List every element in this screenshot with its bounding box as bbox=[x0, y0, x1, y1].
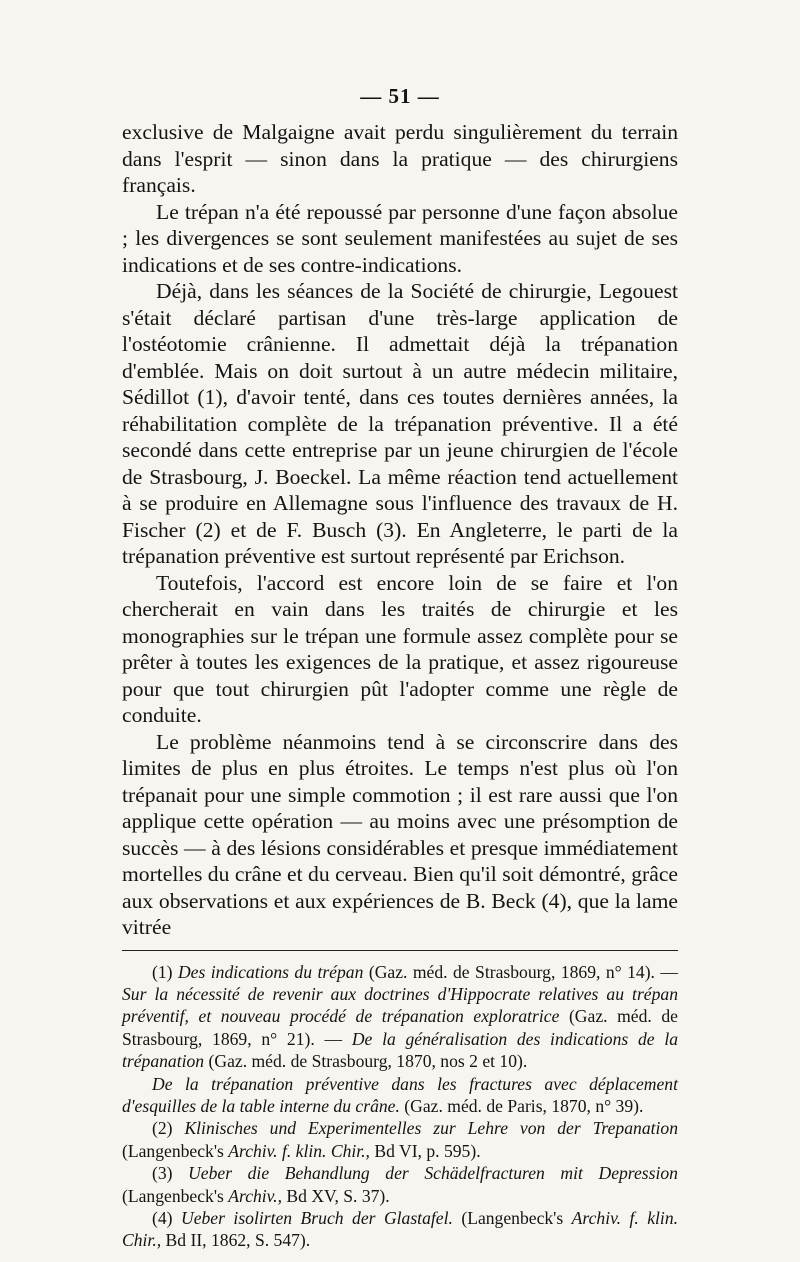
footnote-3-mark: (3) bbox=[152, 1163, 173, 1184]
footnote-1-source-d: (Gaz. méd. de Paris, 1870, n° 39). bbox=[404, 1095, 644, 1116]
footnote-1-source-b: (Gaz. méd. de Strasbourg, 1869, n° 21). — bbox=[122, 1006, 678, 1049]
footnote-1-continued bbox=[122, 1073, 678, 1118]
footnote-1-title-b: Sur la nécessité de revenir aux doctrines d'Hippocrate relatives au trépan préventif, et nouveau procédé de trépanation exploratrice bbox=[122, 983, 678, 1027]
paragraph-continued: exclusive de Malgaigne avait perdu singulièrement du terrain dans l'esprit — sinon dans la pratique — des chirurgiens français. bbox=[122, 120, 678, 197]
footnote-2-source-b: Bd VI, p. 595). bbox=[374, 1140, 481, 1161]
paragraph-no-agreement: Toutefois, l'accord est encore loin de se faire et l'on chercherait en vain dans les traités de chirurgie et les monographies sur le trépan une formule assez complète pour se prêter à toutes les exigences de la pratique, et assez rigoureuse pour que tout chirurgien pût l'adopter comme une règle de conduite. bbox=[122, 570, 678, 727]
footnote-3-journal: Archiv., bbox=[228, 1185, 282, 1206]
footnote-2-source-a: (Langenbeck's bbox=[122, 1140, 224, 1161]
page-number: — 51 — bbox=[360, 84, 440, 108]
body-text bbox=[122, 119, 678, 941]
footnote-4-source-a: (Langenbeck's bbox=[461, 1207, 564, 1228]
footnote-1-title-a: Des indications du trépan bbox=[177, 961, 364, 982]
footnote-1-source-c: (Gaz. méd. de Strasbourg, 1870, nos 2 et 10). bbox=[208, 1051, 528, 1072]
footnote-1-mark: (1) bbox=[152, 961, 173, 982]
footnote-1-dash: — bbox=[660, 961, 679, 982]
footnote-2 bbox=[122, 1117, 678, 1162]
footnote-1 bbox=[122, 961, 678, 1073]
footnote-2-mark: (2) bbox=[152, 1118, 173, 1139]
footnotes bbox=[122, 961, 678, 1252]
paragraph-problem-circumscribed: Le problème néanmoins tend à se circonscrire dans des limites de plus en plus étroites. Le temps n'est plus où l'on trépanait pour une simple commotion ; il est rare aussi que l'on applique cette opération — au moins avec une présomption de succès — à des lésions considérables et presque immédiatement mortelles du crâne et du cerveau. Bien qu'il soit démontré, grâce aux observations et aux expériences de B. Beck (4), que la lame vitrée bbox=[122, 729, 678, 939]
footnote-2-journal: Archiv. f. klin. Chir., bbox=[228, 1140, 370, 1161]
footnote-2-title: Klinisches und Experimentelles zur Lehre von der Trepanation bbox=[184, 1118, 678, 1139]
footnote-1-title-d: De la trépanation préventive dans les fractures avec déplacement d'esquilles de la table interne du crâne. bbox=[122, 1073, 678, 1116]
paragraph-preventive-trepanation: Déjà, dans les séances de la Société de chirurgie, Legouest s'était déclaré partisan d'une très-large application de l'ostéotomie crânienne. Il admettait déjà la trépanation d'emblée. Mais on doit surtout à un autre médecin militaire, Sédillot (1), d'avoir tenté, dans ces toutes dernières années, la réhabilitation complète de la trépanation préventive. Il a été secondé dans cette entreprise par un jeune chirurgien de l'école de Strasbourg, J. Boeckel. La même réaction tend actuellement à se produire en Allemagne sous l'influence des travaux de H. Fischer (2) et de F. Busch (3). En Angleterre, le parti de la trépanation préventive est surtout représenté par Erichson. bbox=[122, 279, 678, 568]
footnote-3-source-a: (Langenbeck's bbox=[122, 1185, 224, 1206]
footnote-4-mark: (4) bbox=[152, 1207, 173, 1228]
footnote-4 bbox=[122, 1207, 678, 1252]
footnote-3-title: Ueber die Behandlung der Schädelfracturen mit Depression bbox=[188, 1163, 678, 1184]
footnote-4-source-b: Bd II, 1862, S. 547). bbox=[165, 1230, 311, 1251]
footnote-1-title-c: De la généralisation des indications de la trépanation bbox=[122, 1028, 679, 1072]
footnote-divider bbox=[122, 950, 678, 951]
footnote-3-source-b: Bd XV, S. 37). bbox=[286, 1185, 390, 1206]
footnote-1-source-a: (Gaz. méd. de Strasbourg, 1869, n° 14). bbox=[368, 961, 655, 982]
footnote-3 bbox=[122, 1162, 678, 1207]
footnote-4-title: Ueber isolirten Bruch der Glastafel. bbox=[181, 1207, 453, 1228]
footnote-4-journal: Archiv. f. klin. Chir., bbox=[122, 1207, 679, 1251]
paragraph-trepan-not-rejected: Le trépan n'a été repoussé par personne d'une façon absolue ; les divergences se sont seulement manifestées au sujet de ses indications et de ses contre-indications. bbox=[122, 199, 678, 277]
